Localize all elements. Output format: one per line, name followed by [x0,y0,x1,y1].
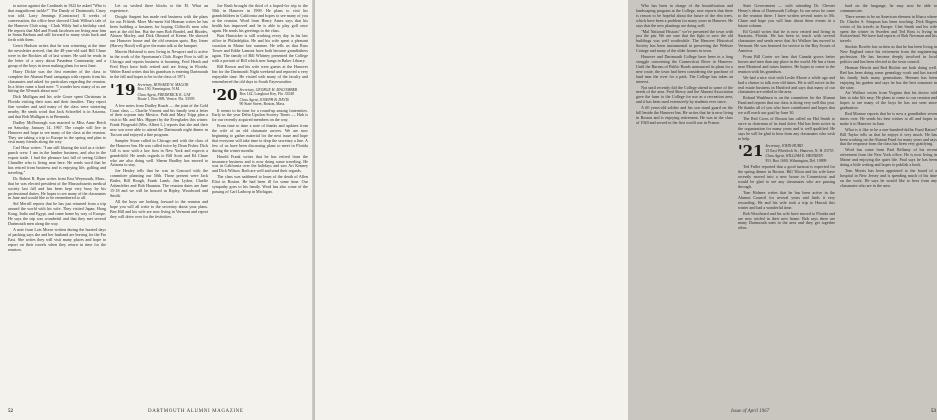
class-agent-address: 90 State Street, Boston, Mass. [239,102,286,106]
body-paragraph: Roland Washburn is on the committee for the Alumni Fund and reports that our class is doing very well this year. He thanks all of you who have contributed and hopes that we will reach our goal by June 30. [738,95,835,116]
body-paragraph: Carl Hoar writes: "I am still blazing the trail as a ticket-punch crew. I am in the lumber business, and also in the export trade. I had the pleasure last fall of seeing Gilbert Chandler who is living near here. He sends word that he has retired from business and is enjoying life, golfing and traveling." [8,145,106,175]
body-paragraph: It seems to be time for a round-up among fraternities. Early in the year Delta Upsilon Society Times — Hub is for our recently acquired members on the way. [212,107,308,123]
body-paragraph: Dr. Robert R. Ryan writes from East Weymouth, Mass., that he was elected president of the Massachusetts medical society last fall and has been kept very busy by his professional duties. He hopes to see many of the classmates in June and would like to be remembered to all. [8,175,106,201]
body-paragraph: A few notes from Dudley Roach — the joint of the Gold Coast class — Charlie Vincent and his family sent a letter of their sojourn into Mexico. Path and Mary Tripp plan a visit to Mr. and Mrs. Hippert by the Everglades this winter. Frank Fitzgerald (Mrs. Albert L.) reports that she and their new son were able to attend the Dartmouth night dinner in Tucson and enjoyed a fine program. [110,102,208,138]
body-paragraph: to notice against the Cardinals in 1922 he asked "Who is that magnificent tackle?" The Dandy of Dartmouth, Casey was told. Larry Jennings (Contractor) X weeks of conversation, the office here showed Clark Wilbur's tale of the Hanover Club wing - Clark Wildy had a birthday card. He reports that Mel and Frank Jacobsen are living near him in Santa Barbara and still forward to many visits back and forth with them. [8,3,106,43]
class-officers [765,144,833,163]
body-paragraph: Burt Hunsicker is still working every day in his law office in Philadelphia. He and his wife spent a pleasant vacation in Maine last summer. He tells us that Russ Tower and Eddie Lamont have both become grandfathers again. The family of Bill Whitney presented the College with a portrait of Bill which now hangs in Baker Library. [212,33,308,63]
body-paragraph: We had a nice visit with Leslie Moore a while ago and had a chance to talk over old times. He is still active in the real estate business in Hartford and says that many of our classmates are settled in the area. [738,74,835,95]
class-officers [137,83,194,102]
body-paragraph: All the boys are looking forward to the reunion and hope you will all write to the secretary about your plans. Ben Hill and his wife are now living in Vermont and report they will drive over for the festivities. [110,198,208,219]
body-paragraph: Sinclair Bowler has written us that he has been living in New England since his retirement from the engineering profession. He has become deeply involved in local politics and has been elected to the town council. [840,44,937,64]
body-paragraph: Harold Frank writes that he has retired from the insurance business and is now doing some traveling. He was in California over the holidays and saw Art Kenney and Dick Wilson. Both are well and send their regards. [212,153,308,174]
class-agent-address: Route 1, Box 698, Venice, Fla. 33595 [137,97,195,102]
body-paragraph: The class was saddened to learn of the death of Allen Eliot in Boston. He had been ill for some time. Our sympathy goes to his family. Word has also come of the passing of Carl Lathrop in Michigan. [212,174,308,194]
class-officers [239,88,297,107]
right-page-footer [636,407,936,417]
secretary-address: Box 142, Longboat Key, Fla. 33548 [239,92,295,96]
body-paragraph: There seems to be an American element in Ithaca where Dr. Charles S. Simpson has been teaching. Dick Rogers writes of his travels in Europe. Chet Smith and his wife spent the winter in Sweden and Ted Ross is living in Switzerland. We have had reports of Bob Newman and his travels. [840,13,937,44]
secretary-name: Secretary, GEORGE H. MACOMBER [239,87,298,92]
body-paragraph: Bob Woodward and his wife have moved to Florida and are now settled in their new home. Bob says there are many Dartmouth men in the area and they get together often. [738,210,835,231]
class-header [212,85,308,107]
body-paragraph: Rod Monroe reports that he is now a grandfather seven times over. He sends his best wishes to all and hopes to make it to Hanover in June. [840,111,937,126]
right-page-number: 53 [931,409,936,414]
body-paragraph: "Mal National Historic" we've presented the town with just the pin. We are sure that the fight to save the old buildings was well worthwhile. The Hanover Historical Society has been instrumental in preserving the Webster Cottage and many of the older houses in town. [636,28,733,54]
right-page-column-3 [840,4,937,402]
body-paragraph: State Government — with attending Dr. Chester Henry's ideas of Dartmouth College. In our news he came to the reunion there. I have written several notes to Mr. Chase and hope you will hear about these events in a future column. [738,3,835,28]
body-paragraph: Herman Hewitt and Red Ritchie are both doing well. Red has been doing some genealogy work and has traced his family back many generations. Herman has been enjoying his garden and says he has the best tomatoes in the state. [840,64,937,90]
class-agent-name: Class Agent, WILLIAM E. HENNION [765,154,823,159]
left-page-column-2 [110,4,208,402]
body-paragraph: A note from Lois Morse written during the hurried days of packing says she and her husband are leaving for the Far East. She writes they will visit many places and hope to report on their travels when they return in time for the reunion. [8,226,106,252]
left-page-number: 52 [8,409,13,414]
body-paragraph: Who has been in charge of the beautification and landscaping program at the College, now reports that there is reason to be hopeful about the future of the elm trees, which have been a problem for many years in Hanover. He says that the new plantings are doing well. [636,3,733,28]
publication-name: DARTMOUTH ALUMNI MAGAZINE [148,409,244,414]
right-page [315,0,937,420]
class-year-number: '19 [110,80,136,99]
left-page-column-1 [8,4,106,402]
body-paragraph: A 60 years-old soldier and his son stand guard on the hill beside the Hanover Inn. He writes that he is now living in Boston and is enjoying retirement. He was in the class of 1920 and served in the first world war in France. [636,105,733,125]
body-paragraph: Dudley McDonough was married to Miss Anne Reich on Saturday, January 14, 1967. The couple will live in Hanover and hope to see many of the class at the reunion. They are taking a trip to Europe in the spring and plan to visit many friends along the way. [8,119,106,145]
secretary-name: Secretary, HOWARD W. MAGOR [137,82,189,87]
body-paragraph: What is it like to be a one-hundred-dollar Fund Raiser? Bill Taylor tells us that he enjoys it very much. He has been working on the Alumni Fund for many years and says that the response from the class has been very gratifying. [840,126,937,147]
body-paragraph: Ed Gould writes that he is now retired and living in Sarasota, Florida. He has been in touch with several classmates and sends news that Art Wallace has moved to Vermont. He was honored for service to the Boy Scouts of America. [738,28,835,54]
issue-date: Issue of April 1967 [731,409,770,414]
body-paragraph: Sampler Stone called in Chicago and with the class of the Hanover Inn. He was called twice by Dean Fisher. Dick Gill is now with a law firm in New York and expects a grandchild. He sends regards to Bill Scott and Ed Chase who are also doing well. Sherm Bradley has moved to Arizona to stay. [110,137,208,168]
secretary-name: Secretary, JOHN HURD [765,144,803,149]
body-paragraph: From time to time a note of thanks and updates from the wife of an old classmate arrives. We are now beginning to gather material for the next issue and hope that everyone will take time to drop the secretary a line. A few of us have been discussing plans to meet in Florida during the winter months. [212,123,308,153]
left-page [0,0,313,420]
left-page-footer [8,407,308,417]
body-paragraph: Bill Brown and his wife were guests at the Hanover Inn for the Dartmouth Night weekend and reported a very enjoyable time. He visited with many of the faculty and remembered the old days in South Fayerweather. [212,63,308,84]
class-agent-name: Class Agent, FREDERICK K. GAY [137,92,191,97]
body-paragraph: Marvin Holstead is now living in Newport and is active in the work of the Sportsman's Club. Roger Poor is still in Chicago and reports business is booming. Fred Heath and Fred Hoyt have both retired and are living in Florida. Walter Rand writes that his grandson is entering Dartmouth in the fall and hopes to be in the class of 1971. [110,49,208,79]
body-paragraph: Joe Bush brought the third of a hoped-for trip to the 50th in Hanover in 1969. He plans to visit his grandchildren in California and hopes to see many of you at the reunion. Word from Henry Ames says that his health has improved and he is able to play golf once again. He sends his greetings to the class. [212,3,308,33]
body-paragraph: Tom Holmes writes that he has been active in the Alumni Council for several years and finds it very rewarding. He and his wife took a trip to Hawaii this winter and had a wonderful time. [738,190,835,210]
class-header [738,144,835,163]
class-header [110,80,208,102]
body-paragraph: Joe Healey tells that he was in Concord with the committee planning our 50th. Those present were Jack Butler, Bill Hough, Frank Lamb, Jim Lydon, Charlie Ashenfelter and Bob Haunton. The reunion dates are June 15-18 and we will be housed in Ripley, Woodward and Smith. [110,168,208,198]
body-paragraph: Ted Fuller reported that a good turnout is expected for the spring dinner in Boston. Bill Tilton and his wife have recently moved into a new house in Connecticut and would be glad to see any classmates who are passing through. [738,164,835,190]
body-paragraph: Art Wallace writes from Virginia that his doctor told him to take life easy. He plans to come to our reunion and hopes to see many of the boys he has not seen since graduation. [840,90,937,111]
right-page-column-1 [636,4,733,402]
body-paragraph: Let us wished three blocks to the El. What an experience. [110,3,208,13]
body-paragraph: Harry Dickie was the first member of the class to complete the Alumni Fund campaign with reports from his classmates and asked for particulars regarding the reunion. In a letter came a hard note: "I wonder how many of us are hitting the 50-mark about now." [8,68,106,94]
class-year-number: '20 [212,85,238,104]
body-paragraph: Dwight Sargent has made real business with the plans for our Fiftieth. More Mo-ment Sid Hinman writes he has been building a business for hoping Clifford's men who met at the old Inn. But the men Bob Bondel, and Rhodes, Alonzo Morley, and Dick Olmsted of Keene. He showed our Hanover house and the old reunion spots. Ray Jones (Harvey Hood) will give the main talk at the banquet. [110,13,208,49]
body-paragraph: From Bill Carter we hear that Canada grows better horses and men than any place in the world. He has a farm near Montreal and raises hunters. He hopes to come to the reunion with his grandson. [738,54,835,74]
body-paragraph: Hanover and Dartmouth College have been in a long struggle concerning the Connecticut River in Hanover. Until the Bureau of Public Roads announced its plans for a new route, the town had been considering the purchase of land near the river for a park. The College has taken an interest. [636,54,733,84]
secretary-address: Box 150, Farmington, N.M. [137,87,180,92]
body-paragraph: Word has come from Paul Bellamy of his recent retirement from the New York office. He is now living in Maine and enjoying the quiet life. Paul says he has been doing a little writing and hopes to publish a book. [840,147,937,168]
body-paragraph: Dick Mulligan and his wife Grace spent Christmas in Florida visiting their sons and their families. They report fine weather and said many of the class were wintering nearby. He sends word that Jack Schoeffel is in Arizona, and that Bob Mulligan is in Bermuda. [8,94,106,119]
class-year-number: '21 [738,142,764,161]
body-paragraph: hard on the language, he may now be able to communicate. [840,3,937,13]
body-paragraph: The Red Cross of Boston has called on Hal Smith to serve as chairman of its fund drive. Hal has been active in the organization for many years and is well qualified. He says he will be glad to hear from any classmates who wish to help. [738,115,835,141]
body-paragraph: Gerrit Hudson writes that he was wintering at the time the newsletter arrived, that the 48-year-old said Bill Chase were in the Rockies all of last winter. He said he reads in the letter of a story about Pasadena Community and a group of the boys in town making plans for next June. [8,43,106,68]
class-agent-address: P.O. Box 1600, Wilmington, Del. 19899 [765,158,827,163]
secretary-address: 15 East Wheelock St., Hanover, N. H. 03755 [765,148,834,153]
body-paragraph: Sid Merrill reports that he has just returned from a trip around the world with his wife. They visited Japan, Hong Kong, India and Egypt, and came home by way of Europe. He says the trip was wonderful and that they met several Dartmouth men along the way. [8,201,106,226]
body-paragraph: Not until recently did the College attend to some of the needs of the area. Fred Sherry and the Alumni Association gave the farm to the College for use as a recreation area, and it has been used extensively by students ever since. [636,84,733,105]
right-page-column-2 [738,4,835,402]
body-paragraph: Tom Morris has been appointed to the board of a hospital in New Jersey and is spending much of his time on the work. He says he would like to hear from any classmates who are in the area. [840,168,937,188]
class-agent-name: Class Agent, JOSEPH B. DAVIS [239,97,289,102]
left-page-column-3 [212,4,308,402]
